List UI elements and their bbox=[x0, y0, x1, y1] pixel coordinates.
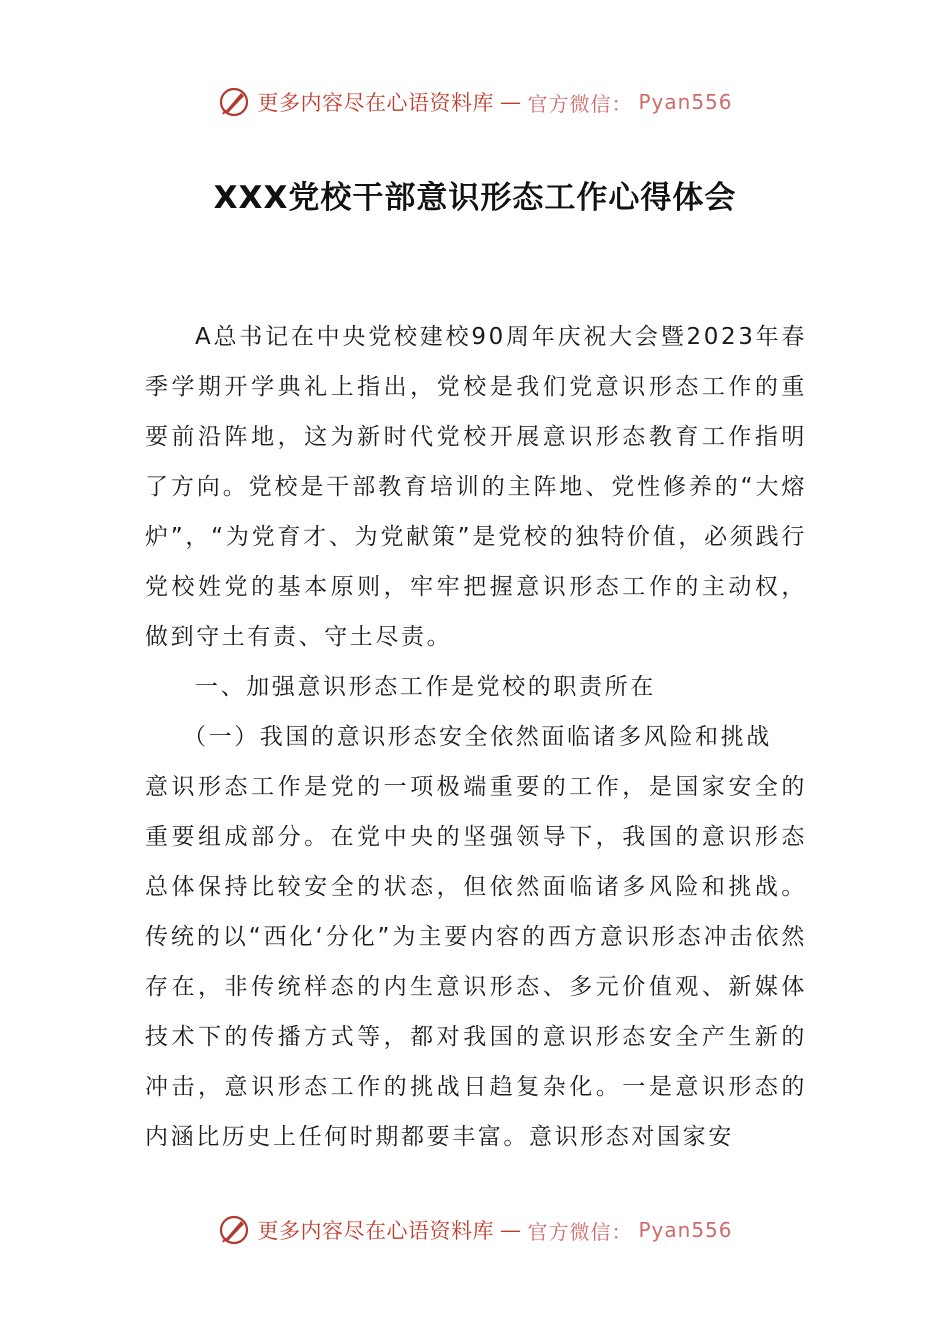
watermark-slogan: 更多内容尽在心语资料库 bbox=[257, 1219, 494, 1243]
watermark-official-label: 官方微信： bbox=[527, 91, 633, 116]
watermark-account: Pyan556 bbox=[638, 1218, 733, 1242]
watermark-dash: — bbox=[499, 1218, 522, 1242]
watermark-slogan: 更多内容尽在心语资料库 bbox=[257, 91, 494, 115]
paragraph-body-1: 意识形态工作是党的一项极端重要的工作，是国家安全的重要组成部分。在党中央的坚强领导下，我国的意识形态总体保持比较安全的状态，但依然面临诸多风险和挑战。传统的以“西化‘分化”为主要内容的西方意识形态冲击依然存在，非传统样态的内生意识形态、多元价值观、新媒体技术下的传播方式等，都对我国的意识形态安全产生新的冲击，意识形态工作的挑战日趋复杂化。一是意识形态的内涵比历史上任何时期都要丰富。意识形态对国家安 bbox=[145, 774, 807, 1150]
quill-pen-logo-icon bbox=[217, 85, 251, 119]
watermark-official-label: 官方微信： bbox=[527, 1219, 633, 1244]
section-heading-1: 一、加强意识形态工作是党校的职责所在 bbox=[195, 674, 656, 700]
footer-watermark bbox=[0, 1210, 950, 1250]
watermark-dash: — bbox=[499, 90, 522, 114]
document-title: XXX党校干部意识形态工作心得体会 bbox=[213, 180, 737, 216]
paragraph-intro: A总书记在中央党校建校90周年庆祝大会暨2023年春季学期开学典礼上指出，党校是我们党意识形态工作的重要前沿阵地，这为新时代党校开展意识形态教育工作指明了方向。党校是干部教育培训的主阵地、党性修养的“大熔炉”，“为党育才、为党献策”是党校的独特价值，必须践行党校姓党的基本原则，牢牢把握意识形态工作的主动权，做到守土有责、守土尽责。 bbox=[145, 324, 807, 650]
watermark-account: Pyan556 bbox=[638, 90, 733, 114]
quill-pen-logo-icon bbox=[217, 1213, 251, 1247]
document-body bbox=[145, 312, 807, 1162]
subsection-heading-1: （一）我国的意识形态安全依然面临诸多风险和挑战 bbox=[183, 724, 772, 750]
header-watermark bbox=[0, 82, 950, 122]
